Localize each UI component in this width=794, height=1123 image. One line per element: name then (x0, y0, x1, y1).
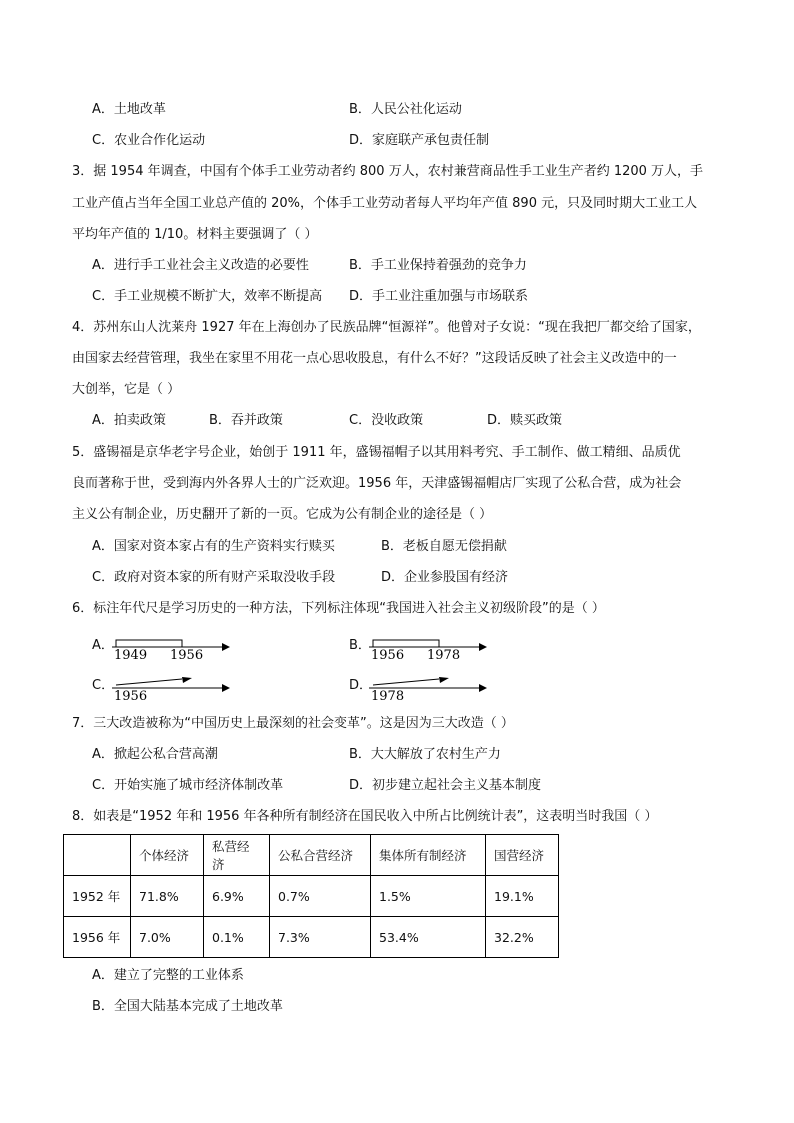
table-row (64, 917, 559, 958)
q6-option-a-label: A． (92, 638, 114, 653)
table-header-row (64, 835, 559, 876)
table-header-cell (64, 835, 131, 876)
table-cell: 7.3% (270, 917, 371, 958)
q4-option-b[interactable]: B．吞并政策 (209, 413, 283, 428)
q2-option-c[interactable]: C．农业合作化运动 (92, 133, 206, 148)
q5-stem-line-3: 主义公有制企业，历史翻开了新的一页。它成为公有制企业的途径是（ ） (72, 507, 493, 522)
q6-option-b-label: B． (349, 638, 371, 653)
q2-option-d[interactable]: D．家庭联产承包责任制 (349, 133, 490, 148)
q7-option-a[interactable]: A．掀起公私合营高潮 (92, 747, 218, 762)
q2-option-b[interactable]: B．人民公社化运动 (349, 102, 462, 117)
q3-option-b[interactable]: B．手工业保持着强劲的竞争力 (349, 258, 527, 273)
table-cell: 0.1% (204, 917, 270, 958)
q7-stem: 7．三大改造被称为“中国历史上最深刻的社会变革”。这是因为三大改造（ ） (72, 716, 514, 731)
table-header-cell: 集体所有制经济 (371, 835, 486, 876)
q7-option-b[interactable]: B．大大解放了农村生产力 (349, 747, 501, 762)
q7-option-c[interactable]: C．开始实施了城市经济体制改革 (92, 778, 284, 793)
table-cell: 1.5% (371, 876, 486, 917)
q4-option-d[interactable]: D．赎买政策 (487, 413, 563, 428)
ownership-statistics-table (63, 834, 559, 958)
q3-option-c[interactable]: C．手工业规模不断扩大，效率不断提高 (92, 289, 323, 304)
table-header-cell: 私营经济 (204, 835, 270, 876)
q4-stem-line-2: 由国家去经营管理，我坐在家里不用花一点心思收股息，有什么不好？”这段话反映了社会主义改造中的一 (72, 351, 677, 366)
timeline-c-diagram (112, 677, 232, 703)
q5-stem-line-2: 良而著称于世，受到海内外各界人士的广泛欢迎。1956 年，天津盛锡福帽店厂实现了公私合营，成为社会 (72, 476, 682, 491)
timeline-d-start-year: 1978 (371, 689, 405, 704)
timeline-b-diagram (369, 637, 489, 663)
table-cell: 7.0% (131, 917, 204, 958)
table-header-cell: 公私合营经济 (270, 835, 371, 876)
q4-stem-line-1: 4．苏州东山人沈莱舟 1927 年在上海创办了民族品牌“恒源祥”。他曾对子女说：“现在我把厂都交给了国家， (72, 320, 701, 335)
timeline-a-start-year: 1949 (114, 648, 148, 663)
q4-stem-line-3: 大创举，它是（ ） (72, 382, 181, 397)
timeline-c-start-year: 1956 (114, 689, 148, 704)
table-cell: 6.9% (204, 876, 270, 917)
table-header-cell: 国营经济 (486, 835, 559, 876)
q6-stem: 6．标注年代尺是学习历史的一种方法，下列标注体现“我国进入社会主义初级阶段”的是（ ） (72, 601, 605, 616)
table-cell: 32.2% (486, 917, 559, 958)
timeline-a-end-year: 1956 (170, 648, 204, 663)
q4-option-a[interactable]: A．拍卖政策 (92, 413, 166, 428)
q5-option-a[interactable]: A．国家对资本家占有的生产资料实行赎买 (92, 539, 335, 554)
q3-option-d[interactable]: D．手工业注重加强与市场联系 (349, 289, 529, 304)
table-row (64, 876, 559, 917)
timeline-b-end-year: 1978 (427, 648, 461, 663)
timeline-b-start-year: 1956 (371, 648, 405, 663)
q4-option-c[interactable]: C．没收政策 (349, 413, 424, 428)
q7-option-d[interactable]: D．初步建立起社会主义基本制度 (349, 778, 542, 793)
table-cell: 53.4% (371, 917, 486, 958)
table-cell: 71.8% (131, 876, 204, 917)
q3-stem-line-3: 平均年产值的 1/10。材料主要强调了（ ） (72, 227, 318, 242)
table-cell: 1956 年 (64, 917, 131, 958)
q6-option-d-label: D． (349, 678, 373, 693)
q3-stem-line-1: 3．据 1954 年调查，中国有个体手工业劳动者约 800 万人，农村兼营商品性手工业生产者约 1200 万人，手 (72, 164, 704, 179)
q6-option-c-label: C． (92, 678, 115, 693)
q8-stem: 8．如表是“1952 年和 1956 年各种所有制经济在国民收入中所占比例统计表”，这表明当时我国（ ） (72, 809, 658, 824)
q5-option-b[interactable]: B．老板自愿无偿捐献 (381, 539, 507, 554)
q2-option-a[interactable]: A．土地改革 (92, 102, 166, 117)
timeline-a-diagram (112, 637, 232, 663)
q8-option-b[interactable]: B．全国大陆基本完成了土地改革 (92, 999, 283, 1014)
q5-stem-line-1: 5．盛锡福是京华老字号企业，始创于 1911 年，盛锡福帽子以其用料考究、手工制作、做工精细、品质优 (72, 445, 681, 460)
q5-option-d[interactable]: D．企业参股国有经济 (381, 570, 509, 585)
table-header-cell: 个体经济 (131, 835, 204, 876)
q8-option-a[interactable]: A．建立了完整的工业体系 (92, 968, 244, 983)
timeline-d-diagram (369, 677, 489, 703)
q5-option-c[interactable]: C．政府对资本家的所有财产采取没收手段 (92, 570, 336, 585)
table-cell: 19.1% (486, 876, 559, 917)
table-cell: 0.7% (270, 876, 371, 917)
q3-option-a[interactable]: A．进行手工业社会主义改造的必要性 (92, 258, 309, 273)
table-cell: 1952 年 (64, 876, 131, 917)
q3-stem-line-2: 工业产值占当年全国工业总产值的 20%，个体手工业劳动者每人平均年产值 890 元，只及同时期大工业工人 (72, 196, 698, 211)
